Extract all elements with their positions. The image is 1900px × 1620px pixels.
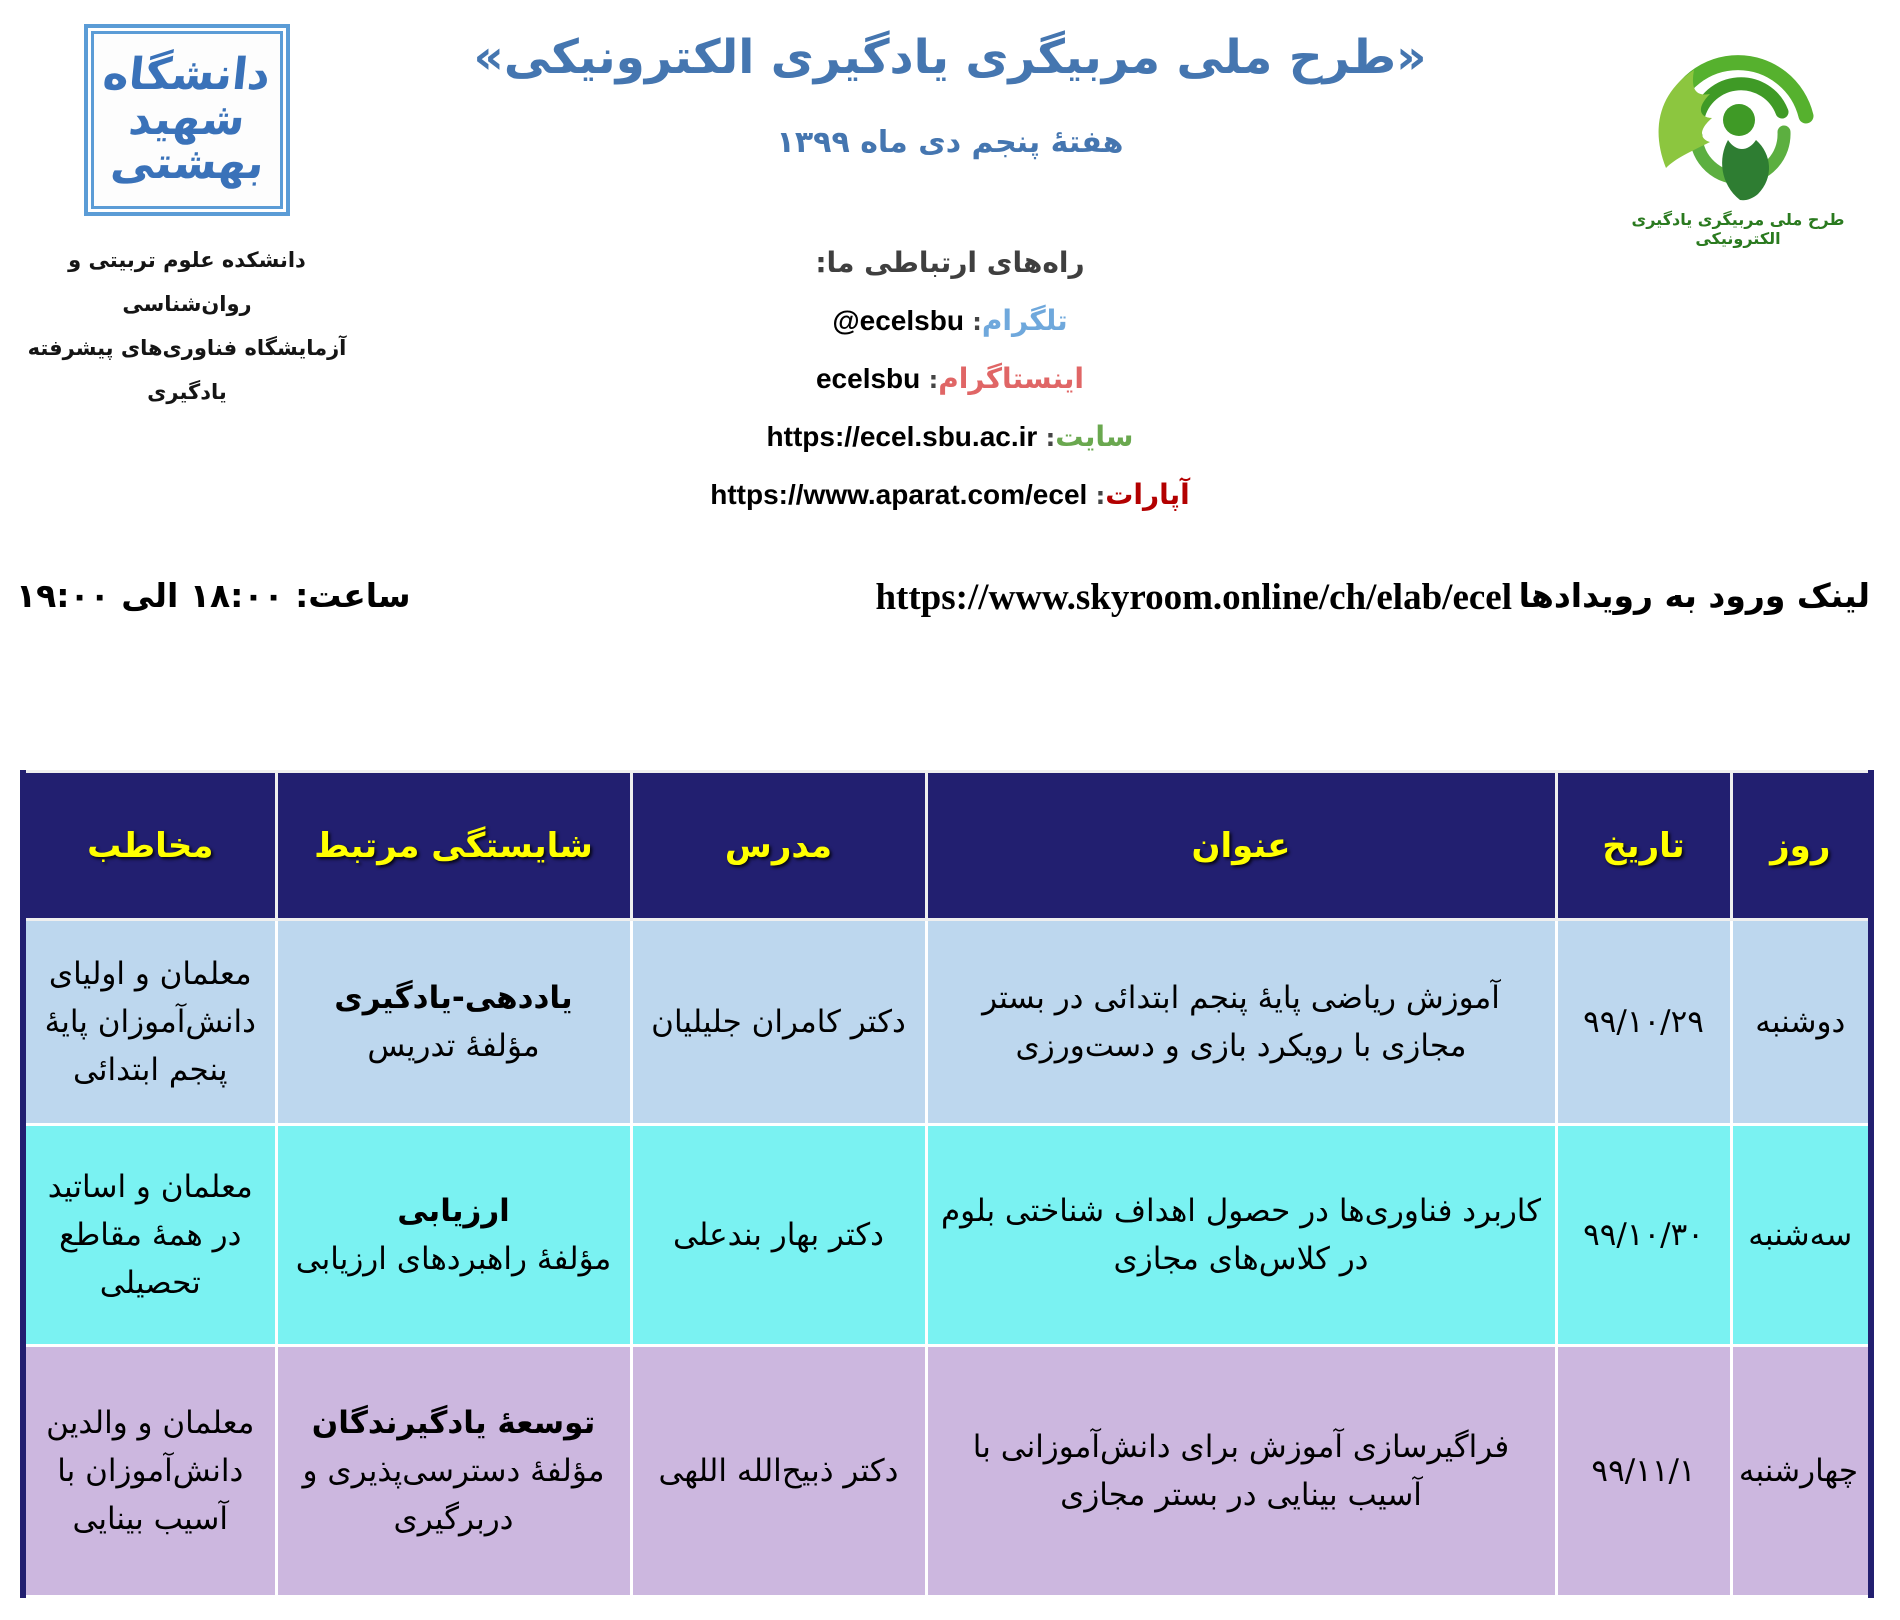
- cell-competency: [276, 1346, 631, 1597]
- table-row-monday: [23, 920, 1871, 1125]
- instagram-label: اینستاگرام: [938, 362, 1085, 395]
- col-header-instructor: مدرس: [631, 772, 926, 920]
- instagram-handle[interactable]: ecelsbu: [815, 363, 921, 394]
- table-row-wednesday: [23, 1346, 1871, 1597]
- cell-title: آموزش ریاضی پایهٔ پنجم ابتدائی در بستر مجازی با رویکرد بازی و دست‌ورزی: [926, 920, 1556, 1125]
- cell-day: سه‌شنبه: [1731, 1125, 1871, 1346]
- header-center: [300, 0, 1600, 511]
- cell-instructor: دکتر ذبیح‌الله اللهی: [631, 1346, 926, 1597]
- cell-audience: معلمان و اولیای دانش‌آموزان پایهٔ پنجم ابتدائی: [23, 920, 276, 1125]
- schedule-table: [20, 770, 1874, 1598]
- cell-day: چهارشنبه: [1731, 1346, 1871, 1597]
- col-header-date: تاریخ: [1556, 772, 1731, 920]
- telegram-label: تلگرام: [981, 304, 1068, 337]
- cell-date: ۹۹/۱۱/۱: [1556, 1346, 1731, 1597]
- events-time: ساعت: ۱۸:۰۰ الی ۱۹:۰۰: [16, 576, 411, 615]
- cell-competency: [276, 1125, 631, 1346]
- contact-heading: راه‌های ارتباطی ما:: [815, 246, 1085, 279]
- col-header-audience: مخاطب: [23, 772, 276, 920]
- faculty-name: دانشکده علوم تربیتی و روان‌شناسی: [68, 248, 306, 317]
- cell-title: فراگیرسازی آموزش برای دانش‌آموزانی با آسیب بینایی در بستر مجازی: [926, 1346, 1556, 1597]
- competency-component: مؤلفهٔ تدریس: [367, 1028, 540, 1064]
- university-logo-word-2: شهید: [126, 93, 248, 145]
- plan-logo-caption: طرح ملی مربیگری یادگیری الکترونیکی: [1631, 210, 1845, 248]
- aparat-url[interactable]: https://www.aparat.com/ecel: [710, 479, 1088, 510]
- competency-name: یاددهی-یادگیری: [334, 979, 573, 1016]
- events-link-label: لینک ورود به رویدادها: [1518, 576, 1870, 615]
- events-bar: [0, 576, 1900, 624]
- col-header-day: روز: [1731, 772, 1871, 920]
- contact-aparat: آپارات: https://www.aparat.com/ecel: [710, 478, 1190, 511]
- university-logo-word-1: دانشگاه: [100, 48, 274, 100]
- laboratory-name: آزمایشگاه فناوری‌های پیشرفته یادگیری: [27, 336, 347, 405]
- competency-name: ارزیابی: [397, 1192, 510, 1229]
- website-url[interactable]: https://ecel.sbu.ac.ir: [766, 421, 1038, 452]
- cell-competency: [276, 920, 631, 1125]
- university-logo: [84, 24, 290, 216]
- page-title: «طرح ملی مربیگری یادگیری الکترونیکی»: [473, 30, 1427, 85]
- university-logo-word-3: بهشتی: [108, 138, 267, 190]
- competency-component: مؤلفهٔ راهبردهای ارزیابی: [295, 1241, 612, 1277]
- cell-date: ۹۹/۱۰/۳۰: [1556, 1125, 1731, 1346]
- col-header-title: عنوان: [926, 772, 1556, 920]
- telegram-handle[interactable]: @ecelsbu: [832, 305, 964, 336]
- cell-instructor: دکتر کامران جلیلیان: [631, 920, 926, 1125]
- page-subtitle: هفتهٔ پنجم دی ماه ۱۳۹۹: [776, 125, 1124, 160]
- col-header-competency: شایستگی مرتبط: [276, 772, 631, 920]
- cell-title: کاربرد فناوری‌ها در حصول اهداف شناختی بلوم در کلاس‌های مجازی: [926, 1125, 1556, 1346]
- table-header-row: [23, 772, 1871, 920]
- schedule-table-wrap: [20, 770, 1874, 1598]
- contact-instagram: اینستاگرام: ecelsbu: [815, 362, 1085, 395]
- plan-logo-block: [1588, 8, 1888, 248]
- cell-audience: معلمان و اساتید در همهٔ مقاطع تحصیلی: [23, 1125, 276, 1346]
- contact-telegram: تلگرام: @ecelsbu: [832, 304, 1068, 337]
- cell-instructor: دکتر بهار بندعلی: [631, 1125, 926, 1346]
- contact-website: سایت: https://ecel.sbu.ac.ir: [766, 420, 1134, 453]
- events-link-url[interactable]: https://www.skyroom.online/ch/elab/ecel: [875, 577, 1512, 618]
- plan-logo-icon: [1632, 8, 1844, 204]
- cell-day: دوشنبه: [1731, 920, 1871, 1125]
- aparat-label: آپارات: [1105, 478, 1190, 511]
- competency-component: مؤلفهٔ دسترسی‌پذیری و دربرگیری: [302, 1452, 605, 1538]
- cell-date: ۹۹/۱۰/۲۹: [1556, 920, 1731, 1125]
- website-label: سایت: [1055, 420, 1134, 453]
- table-row-tuesday: [23, 1125, 1871, 1346]
- cell-audience: معلمان و والدین دانش‌آموزان با آسیب بینایی: [23, 1346, 276, 1597]
- competency-name: توسعهٔ یادگیرندگان: [311, 1404, 596, 1441]
